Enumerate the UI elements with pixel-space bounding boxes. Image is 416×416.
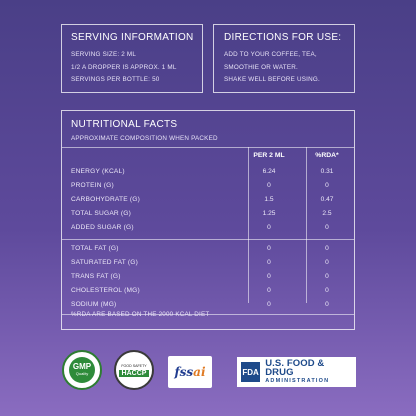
- fda-line-1: U.S. FOOD & DRUG: [265, 357, 325, 378]
- dropper-amount-text: 1/2 A DROPPER IS APPROX. 1 ML: [71, 63, 177, 71]
- nutrient-label: TOTAL SUGAR (G): [71, 210, 132, 217]
- per-2ml-value: 0: [267, 245, 271, 252]
- us-fda-logo: [237, 357, 356, 387]
- rda-value: 0: [325, 301, 329, 308]
- serving-information-title: SERVING INFORMATION: [71, 32, 194, 43]
- divider: [62, 239, 354, 240]
- per-2ml-value: 0: [267, 182, 271, 189]
- gmp-quality-logo: [62, 350, 102, 390]
- rda-value: 0: [325, 224, 329, 231]
- haccp-top-label: FOOD SAFETY: [121, 363, 147, 368]
- nutrient-label: ENERGY (KCAL): [71, 168, 125, 175]
- nutrient-label: TRANS FAT (G): [71, 273, 121, 280]
- gmp-sub-label: Quality: [75, 371, 89, 376]
- per-2ml-value: 1.25: [262, 210, 276, 217]
- table-row: [62, 193, 354, 207]
- table-row: [62, 242, 354, 256]
- nutrition-header: [62, 111, 354, 149]
- per-2ml-value: 0: [267, 224, 271, 231]
- nutrition-subtitle: APPROXIMATE COMPOSITION WHEN PACKED: [71, 135, 218, 142]
- rda-value: 0: [325, 287, 329, 294]
- haccp-seal-icon: [119, 364, 150, 377]
- rda-value: 0: [325, 259, 329, 266]
- fda-text: [265, 359, 352, 386]
- serving-size-text: SERVING SIZE: 2 ML: [71, 51, 137, 58]
- nutrition-title: NUTRITIONAL FACTS: [71, 119, 178, 130]
- nutrient-label: ADDED SUGAR (G): [71, 224, 134, 231]
- rda-value: 0: [325, 273, 329, 280]
- rda-value: 0.31: [320, 168, 334, 175]
- directions-line: ADD TO YOUR COFFEE, TEA,: [224, 51, 317, 58]
- rda-value: 0.47: [320, 196, 334, 203]
- servings-per-bottle-text: SERVINGS PER BOTTLE: 50: [71, 76, 160, 83]
- directions-title: DIRECTIONS FOR USE:: [224, 32, 342, 43]
- nutrient-label: TOTAL FAT (G): [71, 245, 119, 252]
- table-row: [62, 284, 354, 298]
- fda-line-2: ADMINISTRATION: [265, 377, 330, 384]
- nutrient-label: CHOLESTEROL (MG): [71, 287, 140, 294]
- nutrient-label: SODIUM (MG): [71, 301, 117, 308]
- table-row: [62, 256, 354, 270]
- per-2ml-value: 1.5: [264, 196, 274, 203]
- gmp-label: GMP: [72, 362, 92, 371]
- directions-line: SHAKE WELL BEFORE USING.: [224, 76, 320, 83]
- rda-footnote: %RDA ARE BASED ON THE 2000 KCAL DIET: [71, 310, 210, 318]
- fda-mark-icon: FDA: [241, 362, 260, 382]
- haccp-label: HACCP: [119, 370, 150, 377]
- table-row: [62, 270, 354, 284]
- nutrient-label: SATURATED FAT (G): [71, 259, 139, 266]
- divider: [62, 147, 354, 148]
- haccp-certified-logo: [114, 350, 154, 390]
- rda-value: 0: [325, 182, 329, 189]
- fssai-wordmark: fssai: [174, 365, 206, 379]
- nutrient-label: CARBOHYDRATE (G): [71, 196, 141, 203]
- directions-panel: [213, 24, 355, 93]
- table-row: [62, 179, 354, 193]
- rda-value: 0: [325, 245, 329, 252]
- gmp-seal-icon: [69, 357, 95, 383]
- per-2ml-value: 0: [267, 273, 271, 280]
- per-2ml-value: 6.24: [262, 168, 276, 175]
- table-row: [62, 165, 354, 179]
- fssai-logo: [168, 356, 212, 388]
- serving-information-panel: [61, 24, 203, 93]
- rda-value: 2.5: [322, 210, 332, 217]
- table-row: [62, 207, 354, 221]
- per-2ml-value: 0: [267, 287, 271, 294]
- nutritional-facts-table: [61, 110, 355, 330]
- rda-column-header: %RDA*: [315, 152, 339, 159]
- per-2ml-value: 0: [267, 301, 271, 308]
- table-row: [62, 221, 354, 235]
- per-2ml-value: 0: [267, 259, 271, 266]
- directions-line: SMOOTHIE OR WATER.: [224, 63, 298, 71]
- per-2ml-column-header: PER 2 ML: [253, 152, 285, 159]
- nutrient-label: PROTEIN (G): [71, 182, 114, 189]
